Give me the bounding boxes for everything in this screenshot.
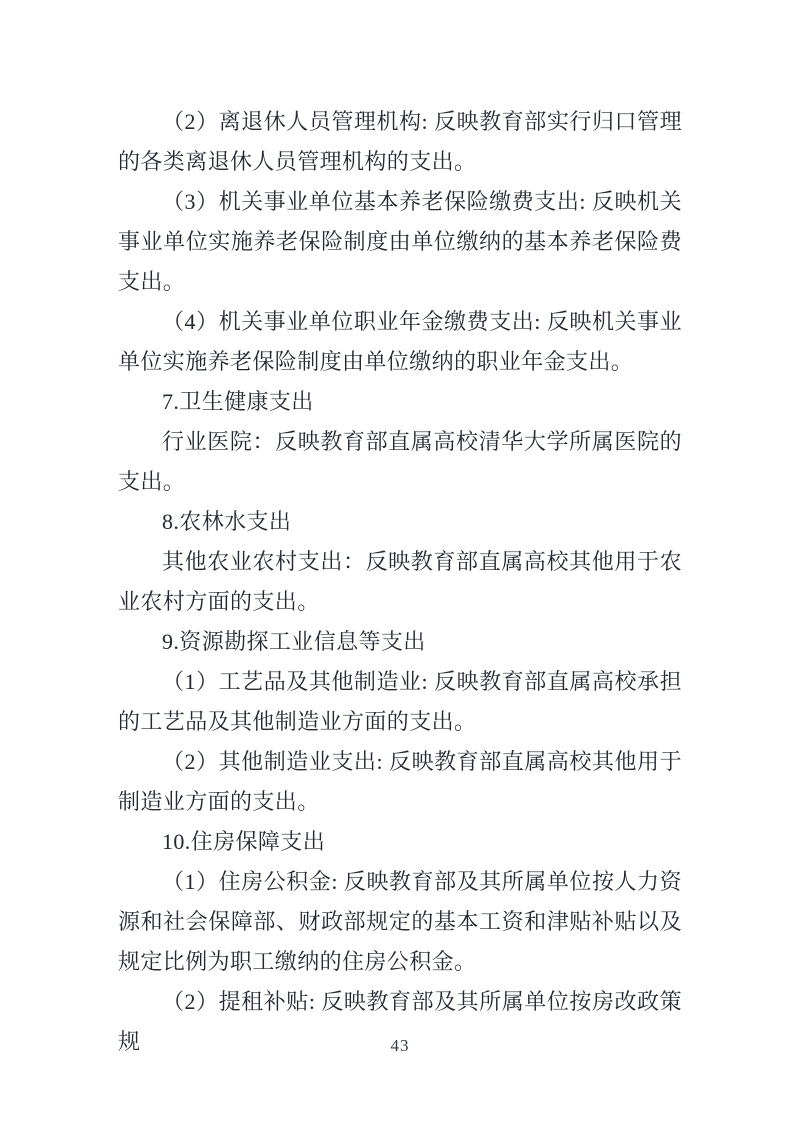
heading-resource-exploration-industry-info: 9.资源勘探工业信息等支出 xyxy=(162,629,426,654)
paragraph-rent-increase-subsidy: （2）提租补贴: 反映教育部及其所属单位按房改政策规 xyxy=(118,989,682,1054)
paragraph-occupational-annuity: （4）机关事业单位职业年金缴费支出: 反映机关事业单位实施养老保险制度由单位缴纳的职业年金支出。 xyxy=(118,309,682,374)
heading-health-expenditure: 7.卫生健康支出 xyxy=(162,389,314,414)
paragraph-housing-provident-fund: （1）住房公积金: 反映教育部及其所属单位按人力资源和社会保障部、财政部规定的基本工资和津贴补贴以及规定比例为职工缴纳的住房公积金。 xyxy=(118,869,682,974)
page-number: 43 xyxy=(390,1036,410,1055)
document-body xyxy=(118,102,682,1062)
heading-agriculture-forestry-water: 8.农林水支出 xyxy=(162,509,292,534)
paragraph-basic-pension-contribution: （3）机关事业单位基本养老保险缴费支出: 反映机关事业单位实施养老保险制度由单位缴纳的基本养老保险费支出。 xyxy=(118,189,682,294)
paragraph-other-manufacturing-expenditure: （2）其他制造业支出: 反映教育部直属高校其他用于制造业方面的支出。 xyxy=(118,749,682,814)
page-footer xyxy=(0,1036,800,1056)
paragraph-industry-hospitals: 行业医院：反映教育部直属高校清华大学所属医院的支出。 xyxy=(118,429,682,494)
paragraph-other-agriculture-rural: 其他农业农村支出：反映教育部直属高校其他用于农业农村方面的支出。 xyxy=(118,549,682,614)
paragraph-crafts-other-manufacturing: （1）工艺品及其他制造业: 反映教育部直属高校承担的工艺品及其他制造业方面的支出。 xyxy=(118,669,682,734)
paragraph-retired-personnel-orgs: （2）离退休人员管理机构: 反映教育部实行归口管理的各类离退休人员管理机构的支出。 xyxy=(118,109,682,174)
heading-housing-security-expenditure: 10.住房保障支出 xyxy=(162,829,326,854)
